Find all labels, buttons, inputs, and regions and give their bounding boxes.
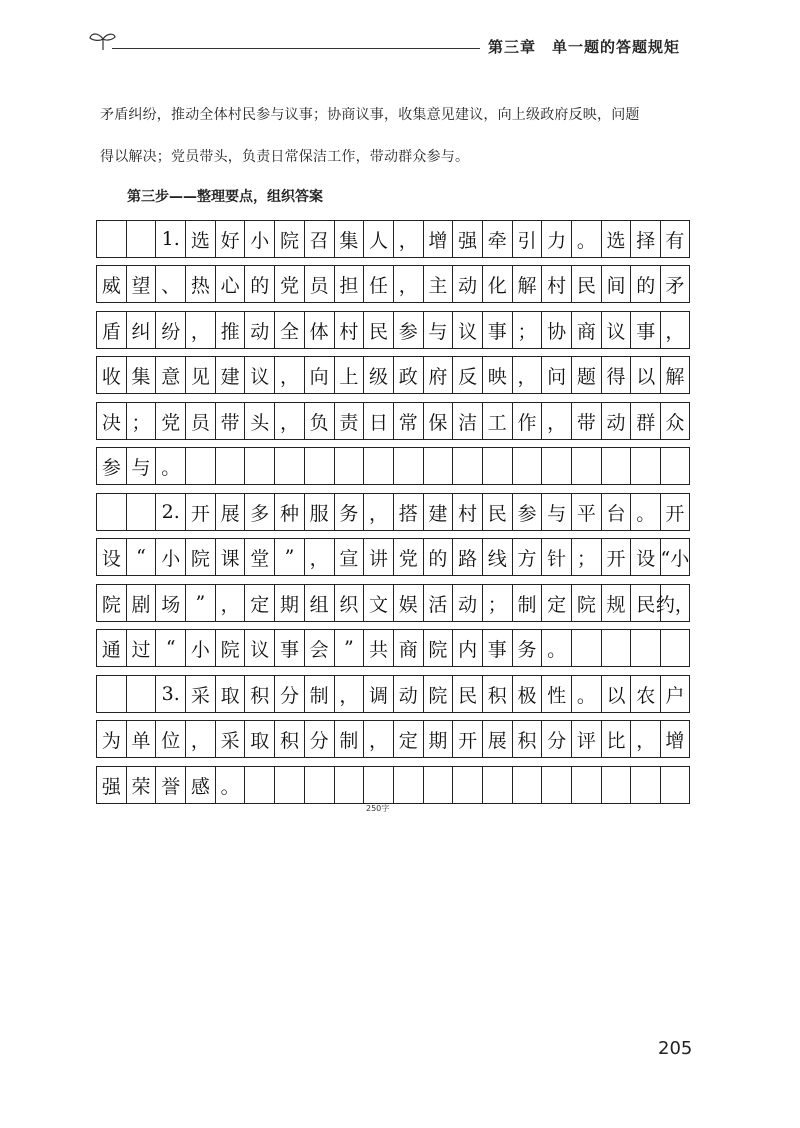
grid-cell: 村 xyxy=(452,493,482,531)
grid-cell: 小 xyxy=(244,220,274,258)
grid-cell: 热 xyxy=(185,265,215,303)
grid-cell: 过 xyxy=(126,629,156,667)
grid-cell: 解 xyxy=(512,265,542,303)
grid-cell: 担 xyxy=(334,265,364,303)
grid-cell xyxy=(393,447,423,485)
grid-cell xyxy=(423,766,453,804)
grid-cell: 院 xyxy=(185,538,215,576)
grid-cell: 好 xyxy=(215,220,245,258)
grid-cell xyxy=(363,447,393,485)
grid-cell: 矛 xyxy=(660,265,690,303)
chapter-header: 第三章 单一题的答题规矩 xyxy=(488,38,681,56)
paragraph-line-2: 得以解决；党员带头，负责日常保洁工作，带动群众参与。 xyxy=(100,149,470,165)
grid-cell: 单 xyxy=(126,720,156,758)
grid-cell: 评 xyxy=(571,720,601,758)
grid-cell: 建 xyxy=(423,493,453,531)
grid-row xyxy=(96,265,690,303)
grid-cell: 群 xyxy=(630,402,660,440)
grid-cell: ， xyxy=(185,311,215,349)
grid-cell: 务 xyxy=(334,493,364,531)
grid-cell: 位 xyxy=(155,720,185,758)
step-heading: 第三步——整理要点，组织答案 xyxy=(127,189,323,205)
grid-cell: 牵 xyxy=(482,220,512,258)
grid-cell: ， xyxy=(541,402,571,440)
grid-cell: 心 xyxy=(215,265,245,303)
grid-cell: 课 xyxy=(215,538,245,576)
grid-cell: 娱 xyxy=(393,584,423,622)
grid-cell: 1. xyxy=(155,220,185,258)
grid-cell: 化 xyxy=(482,265,512,303)
grid-cell: ； xyxy=(571,538,601,576)
grid-cell: 内 xyxy=(452,629,482,667)
grid-cell: 平 xyxy=(571,493,601,531)
grid-cell: 参 xyxy=(393,311,423,349)
grid-cell: 员 xyxy=(304,265,334,303)
grid-row xyxy=(96,584,694,622)
grid-row xyxy=(96,720,690,758)
grid-cell: 、 xyxy=(155,265,185,303)
grid-cell: 开 xyxy=(452,720,482,758)
grid-cell: ” xyxy=(334,629,364,667)
grid-cell: 共 xyxy=(363,629,393,667)
grid-cell: 定 xyxy=(393,720,423,758)
grid-cell: 盾 xyxy=(96,311,126,349)
grid-cell: 村 xyxy=(334,311,364,349)
grid-cell: 院 xyxy=(215,629,245,667)
grid-cell: 纠 xyxy=(126,311,156,349)
grid-cell: 望 xyxy=(126,265,156,303)
grid-cell: 村 xyxy=(541,265,571,303)
grid-cell: 与 xyxy=(126,447,156,485)
grid-cell: 商 xyxy=(393,629,423,667)
grid-cell: ， xyxy=(274,402,304,440)
grid-cell: 取 xyxy=(244,720,274,758)
grid-cell: ， xyxy=(363,493,393,531)
grid-cell xyxy=(274,766,304,804)
grid-cell: 文 xyxy=(363,584,393,622)
grid-cell: 事 xyxy=(274,629,304,667)
grid-cell: 体 xyxy=(304,311,334,349)
grid-cell: 会 xyxy=(304,629,334,667)
grid-cell: 有 xyxy=(660,220,690,258)
grid-cell: ” xyxy=(274,538,304,576)
grid-cell: 议 xyxy=(244,629,274,667)
grid-cell: 织 xyxy=(334,584,364,622)
grid-cell: 路 xyxy=(452,538,482,576)
grid-cell: ； xyxy=(482,584,512,622)
grid-cell: 的 xyxy=(423,538,453,576)
grid-cell xyxy=(334,447,364,485)
grid-cell: 积 xyxy=(274,720,304,758)
grid-cell: 剧 xyxy=(126,584,156,622)
grid-cell: 动 xyxy=(601,402,631,440)
grid-cell: 院 xyxy=(571,584,601,622)
grid-cell xyxy=(541,447,571,485)
grid-cell: 活 xyxy=(423,584,453,622)
grid-cell: 台 xyxy=(601,493,631,531)
grid-cell xyxy=(571,447,601,485)
grid-cell xyxy=(304,447,334,485)
grid-cell: 责 xyxy=(334,402,364,440)
grid-cell: 开 xyxy=(601,538,631,576)
grid-cell: 。 xyxy=(571,220,601,258)
grid-cell: 全 xyxy=(274,311,304,349)
grid-cell: 务 xyxy=(512,629,542,667)
grid-row xyxy=(96,766,690,804)
grid-cell: 题 xyxy=(571,356,601,394)
grid-cell xyxy=(660,629,690,667)
grid-cell xyxy=(126,493,156,531)
grid-cell: 员 xyxy=(185,402,215,440)
grid-cell: 取 xyxy=(215,675,245,713)
grid-cell: 。 xyxy=(571,675,601,713)
grid-cell: ， xyxy=(215,584,245,622)
grid-cell: 分 xyxy=(274,675,304,713)
grid-cell xyxy=(452,766,482,804)
grid-cell: 任 xyxy=(363,265,393,303)
grid-cell: 誉 xyxy=(155,766,185,804)
grid-cell: 商 xyxy=(571,311,601,349)
grid-cell: 映 xyxy=(482,356,512,394)
grid-cell: 事 xyxy=(630,311,660,349)
grid-cell: 以 xyxy=(601,675,631,713)
grid-row xyxy=(96,447,690,485)
grid-cell: 见 xyxy=(185,356,215,394)
grid-cell: 政 xyxy=(393,356,423,394)
grid-cell: 集 xyxy=(126,356,156,394)
grid-cell: 民 xyxy=(630,584,660,622)
grid-cell: 制 xyxy=(334,720,364,758)
grid-cell: 期 xyxy=(423,720,453,758)
grid-cell: 议 xyxy=(452,311,482,349)
grid-cell: 主 xyxy=(423,265,453,303)
grid-cell: 通 xyxy=(96,629,126,667)
grid-cell: 开 xyxy=(185,493,215,531)
grid-cell: 党 xyxy=(393,538,423,576)
grid-cell: ； xyxy=(126,402,156,440)
grid-cell: 引 xyxy=(512,220,542,258)
grid-cell: 的 xyxy=(630,265,660,303)
grid-cell: 选 xyxy=(601,220,631,258)
grid-cell: 增 xyxy=(423,220,453,258)
page-number: 205 xyxy=(658,1038,693,1059)
grid-cell: ， xyxy=(363,720,393,758)
grid-cell xyxy=(96,675,126,713)
grid-cell: 性 xyxy=(541,675,571,713)
grid-cell: 与 xyxy=(423,311,453,349)
grid-cell: 。 xyxy=(630,493,660,531)
grid-cell xyxy=(96,493,126,531)
grid-cell: 集 xyxy=(334,220,364,258)
grid-cell: 调 xyxy=(363,675,393,713)
grid-cell xyxy=(541,766,571,804)
grid-cell xyxy=(630,629,660,667)
grid-cell: 建 xyxy=(215,356,245,394)
grid-cell: 作 xyxy=(512,402,542,440)
grid-cell: “ xyxy=(155,629,185,667)
grid-cell: 增 xyxy=(660,720,690,758)
grid-cell xyxy=(571,629,601,667)
grid-cell: 动 xyxy=(452,584,482,622)
grid-cell: 。 xyxy=(155,447,185,485)
grid-cell: 展 xyxy=(215,493,245,531)
grid-cell: 规 xyxy=(601,584,631,622)
grid-cell: 针 xyxy=(541,538,571,576)
grid-cell: 保 xyxy=(423,402,453,440)
grid-cell: 。 xyxy=(215,766,245,804)
grid-cell: 设 xyxy=(630,538,660,576)
grid-cell: 带 xyxy=(215,402,245,440)
grid-cell: 感 xyxy=(185,766,215,804)
grid-cell: ， xyxy=(630,720,660,758)
grid-cell: 事 xyxy=(482,311,512,349)
grid-cell: 向 xyxy=(304,356,334,394)
grid-cell: “小 xyxy=(660,538,690,576)
grid-cell: 的 xyxy=(244,265,274,303)
grid-cell xyxy=(126,675,156,713)
grid-cell: 设 xyxy=(96,538,126,576)
grid-cell xyxy=(304,766,334,804)
grid-cell: 意 xyxy=(155,356,185,394)
grid-cell: 众 xyxy=(660,402,690,440)
grid-cell xyxy=(512,766,542,804)
grid-cell: 解 xyxy=(660,356,690,394)
grid-cell: 堂 xyxy=(244,538,274,576)
grid-cell: 民 xyxy=(571,265,601,303)
grid-cell: 动 xyxy=(452,265,482,303)
grid-row xyxy=(96,220,690,258)
grid-cell: 党 xyxy=(274,265,304,303)
grid-cell: 择 xyxy=(630,220,660,258)
grid-cell: 积 xyxy=(512,720,542,758)
grid-cell: 参 xyxy=(512,493,542,531)
header-rule xyxy=(112,48,480,49)
grid-cell: 比 xyxy=(601,720,631,758)
grid-cell: 场 xyxy=(155,584,185,622)
grid-cell xyxy=(244,447,274,485)
grid-cell: 带 xyxy=(571,402,601,440)
grid-cell: 民 xyxy=(363,311,393,349)
grid-cell: 方 xyxy=(512,538,542,576)
grid-cell: ， xyxy=(393,265,423,303)
grid-cell: 定 xyxy=(244,584,274,622)
grid-cell: 采 xyxy=(185,675,215,713)
grid-cell: 定 xyxy=(541,584,571,622)
grid-cell: 制 xyxy=(304,675,334,713)
grid-cell: ， xyxy=(660,311,690,349)
grid-cell: 府 xyxy=(423,356,453,394)
grid-cell: 决 xyxy=(96,402,126,440)
grid-cell: 以 xyxy=(630,356,660,394)
grid-cell: 开 xyxy=(660,493,690,531)
grid-cell: 人 xyxy=(363,220,393,258)
grid-cell xyxy=(452,447,482,485)
grid-cell: 。 xyxy=(541,629,571,667)
grid-row xyxy=(96,402,690,440)
grid-cell: 搭 xyxy=(393,493,423,531)
grid-cell xyxy=(334,766,364,804)
word-count-label: 250字 xyxy=(366,804,390,813)
grid-cell: 工 xyxy=(482,402,512,440)
grid-cell: 议 xyxy=(601,311,631,349)
grid-cell xyxy=(363,766,393,804)
grid-cell: ， xyxy=(393,220,423,258)
grid-cell xyxy=(660,447,690,485)
grid-cell: 分 xyxy=(304,720,334,758)
grid-cell: 2. xyxy=(155,493,185,531)
grid-cell: ， xyxy=(185,720,215,758)
grid-cell: 日 xyxy=(363,402,393,440)
grid-cell: 分 xyxy=(541,720,571,758)
grid-cell: 事 xyxy=(482,629,512,667)
grid-cell: 积 xyxy=(244,675,274,713)
grid-cell: 小 xyxy=(185,629,215,667)
grid-cell xyxy=(244,766,274,804)
grid-cell: 强 xyxy=(96,766,126,804)
grid-cell: 常 xyxy=(393,402,423,440)
grid-cell xyxy=(571,766,601,804)
grid-cell xyxy=(393,766,423,804)
grid-cell: ， xyxy=(274,356,304,394)
grid-cell: 与 xyxy=(541,493,571,531)
grid-cell: 动 xyxy=(244,311,274,349)
grid-cell xyxy=(126,220,156,258)
grid-cell: 积 xyxy=(482,675,512,713)
grid-cell: 威 xyxy=(96,265,126,303)
grid-cell xyxy=(482,766,512,804)
grid-cell xyxy=(482,447,512,485)
grid-cell: 级 xyxy=(363,356,393,394)
grid-cell: 农 xyxy=(630,675,660,713)
grid-cell: 极 xyxy=(512,675,542,713)
grid-cell: 收 xyxy=(96,356,126,394)
grid-cell: 组 xyxy=(304,584,334,622)
grid-cell: 种 xyxy=(274,493,304,531)
grid-cell: ， xyxy=(512,356,542,394)
grid-cell xyxy=(601,629,631,667)
grid-cell: 党 xyxy=(155,402,185,440)
grid-cell: 上 xyxy=(334,356,364,394)
grid-cell: 院 xyxy=(423,629,453,667)
paragraph-line-1: 矛盾纠纷，推动全体村民参与议事；协商议事，收集意见建议，向上级政府反映，问题 xyxy=(100,107,640,123)
grid-cell xyxy=(601,447,631,485)
grid-cell: 问 xyxy=(541,356,571,394)
grid-cell: 参 xyxy=(96,447,126,485)
grid-row xyxy=(96,356,690,394)
grid-cell: ， xyxy=(334,675,364,713)
grid-row xyxy=(96,675,690,713)
grid-cell: 制 xyxy=(512,584,542,622)
grid-cell: 得 xyxy=(601,356,631,394)
grid-cell: 期 xyxy=(274,584,304,622)
grid-cell: 展 xyxy=(482,720,512,758)
grid-cell: 反 xyxy=(452,356,482,394)
grid-cell: 为 xyxy=(96,720,126,758)
grid-cell: 推 xyxy=(215,311,245,349)
grid-cell xyxy=(185,447,215,485)
grid-cell xyxy=(601,766,631,804)
grid-cell xyxy=(630,447,660,485)
grid-cell: 头 xyxy=(244,402,274,440)
grid-cell: 院 xyxy=(423,675,453,713)
grid-cell: 院 xyxy=(274,220,304,258)
grid-cell: 小 xyxy=(155,538,185,576)
grid-row xyxy=(96,493,690,531)
grid-cell: 力 xyxy=(541,220,571,258)
grid-cell: 民 xyxy=(482,493,512,531)
grid-cell: 采 xyxy=(215,720,245,758)
grid-cell: 负 xyxy=(304,402,334,440)
grid-cell: 户 xyxy=(660,675,690,713)
grid-cell xyxy=(274,447,304,485)
grid-cell: 讲 xyxy=(363,538,393,576)
grid-cell: 线 xyxy=(482,538,512,576)
grid-cell xyxy=(423,447,453,485)
grid-cell: 召 xyxy=(304,220,334,258)
grid-cell: ； xyxy=(512,311,542,349)
grid-row xyxy=(96,311,690,349)
grid-cell: “ xyxy=(126,538,156,576)
grid-cell: 间 xyxy=(601,265,631,303)
grid-row xyxy=(96,629,690,667)
grid-cell: 纷 xyxy=(155,311,185,349)
grid-cell: 约， xyxy=(660,584,690,622)
grid-cell xyxy=(215,447,245,485)
grid-cell xyxy=(630,766,660,804)
grid-cell: 议 xyxy=(244,356,274,394)
grid-cell: 院 xyxy=(96,584,126,622)
grid-cell xyxy=(660,766,690,804)
grid-cell xyxy=(96,220,126,258)
grid-cell: 民 xyxy=(452,675,482,713)
grid-cell: 选 xyxy=(185,220,215,258)
grid-cell: ， xyxy=(304,538,334,576)
grid-cell: 3. xyxy=(155,675,185,713)
grid-cell: 荣 xyxy=(126,766,156,804)
grid-cell: 强 xyxy=(452,220,482,258)
grid-cell: 协 xyxy=(541,311,571,349)
grid-cell: 服 xyxy=(304,493,334,531)
grid-cell: ” xyxy=(185,584,215,622)
grid-row xyxy=(96,538,690,576)
grid-cell: 宣 xyxy=(334,538,364,576)
grid-cell xyxy=(512,447,542,485)
grid-cell: 多 xyxy=(244,493,274,531)
grid-cell: 洁 xyxy=(452,402,482,440)
grid-cell: 动 xyxy=(393,675,423,713)
